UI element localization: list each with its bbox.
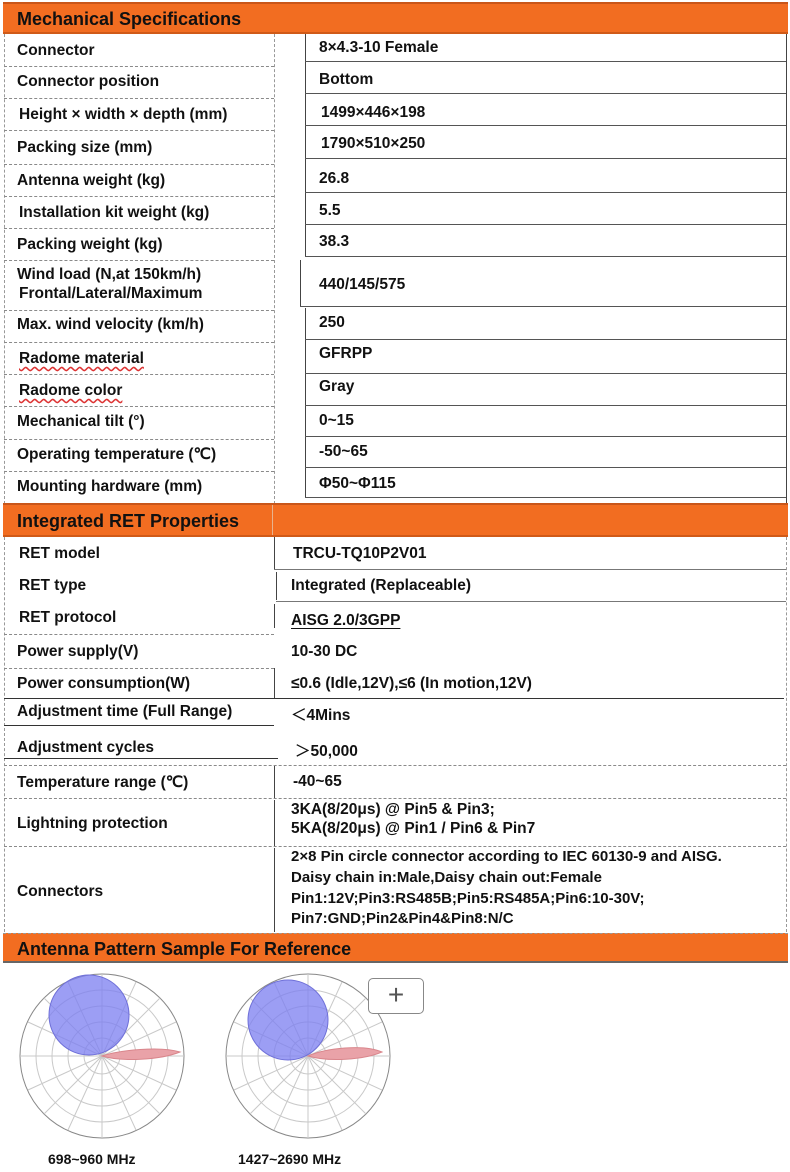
spec-row-mounting-hardware — [3, 471, 788, 503]
ret-label: Temperature range (℃) — [17, 774, 189, 791]
spec-label: Operating temperature (℃) — [17, 446, 217, 463]
ret-label: RET model — [19, 545, 100, 562]
ret-row-temperature-range — [3, 766, 788, 798]
spec-value: 1499×446×198 — [321, 104, 426, 121]
ret-value: 3KA(8/20μs) @ Pin5 & Pin3; — [291, 801, 495, 818]
plus-icon: + — [387, 979, 405, 1010]
ret-value: 10-30 DC — [291, 643, 358, 660]
ret-label: Adjustment time (Full Range) — [17, 703, 233, 720]
spec-label: Height × width × depth (mm) — [19, 106, 228, 123]
pattern-header — [3, 933, 788, 963]
mechanical-header — [3, 2, 788, 34]
spec-value: 1790×510×250 — [321, 135, 426, 152]
add-button[interactable] — [368, 978, 424, 1014]
spec-row-wind-velocity — [3, 310, 788, 342]
spec-value: -50~65 — [319, 443, 368, 460]
spec-value: 38.3 — [319, 233, 350, 250]
spec-value: Bottom — [319, 71, 374, 88]
ret-label: RET type — [19, 577, 87, 594]
spec-label: Installation kit weight (kg) — [19, 204, 210, 221]
spec-label: Mechanical tilt (°) — [17, 413, 145, 430]
spec-value: 250 — [319, 314, 345, 331]
mechanical-title: Mechanical Specifications — [17, 9, 242, 29]
pattern-caption-low: 698~960 MHz — [48, 1151, 136, 1167]
ret-row-model — [3, 537, 788, 569]
ret-label: RET protocol — [19, 609, 117, 626]
spec-value: 8×4.3-10 Female — [319, 39, 439, 56]
spec-row-wind-load — [3, 260, 788, 308]
ret-value: Integrated (Replaceable) — [291, 577, 472, 594]
ret-value: -40~65 — [293, 773, 342, 790]
spec-label: Connector — [17, 42, 95, 59]
spec-label: Packing weight (kg) — [17, 236, 163, 253]
ret-row-type — [3, 570, 788, 602]
ret-row-power-supply — [3, 636, 788, 668]
spec-value: 5.5 — [319, 202, 341, 219]
polar-pattern-low-band — [10, 970, 194, 1146]
ret-row-lightning-protection — [3, 799, 788, 847]
ret-row-connectors — [3, 847, 788, 933]
spec-value: 440/145/575 — [319, 276, 406, 293]
spec-label: Radome material — [19, 350, 144, 367]
polar-main-lobe-icon — [49, 975, 129, 1055]
pattern-caption-high: 1427~2690 MHz — [238, 1151, 342, 1167]
spec-label: Max. wind velocity (km/h) — [17, 316, 204, 333]
spec-row-mechanical-tilt — [3, 406, 788, 438]
spec-value: GFRPP — [319, 345, 373, 362]
spec-value: 26.8 — [319, 170, 350, 187]
spec-label: Packing size (mm) — [17, 139, 153, 156]
spec-value: 0~15 — [319, 412, 354, 429]
ret-value: ≤0.6 (Idle,12V),≤6 (In motion,12V) — [291, 675, 532, 692]
polar-main-lobe-icon — [248, 980, 328, 1060]
ret-row-adjustment-cycles — [3, 727, 788, 765]
ret-label: Power supply(V) — [17, 643, 139, 660]
spec-value: Φ50~Φ115 — [319, 475, 396, 492]
ret-label: Power consumption(W) — [17, 675, 191, 692]
ret-header — [3, 503, 788, 537]
ret-value: TRCU-TQ10P2V01 — [293, 545, 427, 562]
spec-label-line2: Frontal/Lateral/Maximum — [19, 285, 203, 302]
spec-value: Gray — [319, 378, 355, 395]
ret-value: ＜4Mins — [291, 707, 351, 724]
spec-label: Connector position — [17, 73, 160, 90]
spec-label: Mounting hardware (mm) — [17, 478, 203, 495]
ret-label: Lightning protection — [17, 815, 168, 832]
ret-title: Integrated RET Properties — [17, 511, 240, 531]
polar-side-lobe-icon — [308, 1048, 382, 1060]
ret-label: Connectors — [17, 883, 104, 900]
ret-value-line3: Pin1:12V;Pin3:RS485B;Pin5:RS485A;Pin6:10-30V; — [291, 890, 645, 907]
ret-value-line2: 5KA(8/20μs) @ Pin1 / Pin6 & Pin7 — [291, 820, 536, 837]
ret-value: 2×8 Pin circle connector according to IEC 60130-9 and AISG. — [291, 848, 722, 865]
pattern-title: Antenna Pattern Sample For Reference — [17, 939, 352, 959]
ret-value-line2: Daisy chain in:Male,Daisy chain out:Female — [291, 869, 602, 886]
ret-row-protocol — [3, 602, 788, 632]
spec-label: Radome color — [19, 382, 123, 399]
ret-row-power-consumption — [3, 668, 788, 700]
ret-value-line4: Pin7:GND;Pin2&Pin4&Pin8:N/C — [291, 910, 514, 927]
spec-label: Wind load (N,at 150km/h) — [17, 266, 202, 283]
spec-row-radome-material — [3, 342, 788, 374]
ret-label: Adjustment cycles — [17, 739, 154, 756]
ret-value: AISG 2.0/3GPP — [291, 612, 401, 629]
ret-row-adjustment-time — [3, 699, 788, 727]
spec-label: Antenna weight (kg) — [17, 172, 166, 189]
ret-value: ＞50,000 — [295, 743, 358, 760]
spec-row-radome-color — [3, 374, 788, 406]
